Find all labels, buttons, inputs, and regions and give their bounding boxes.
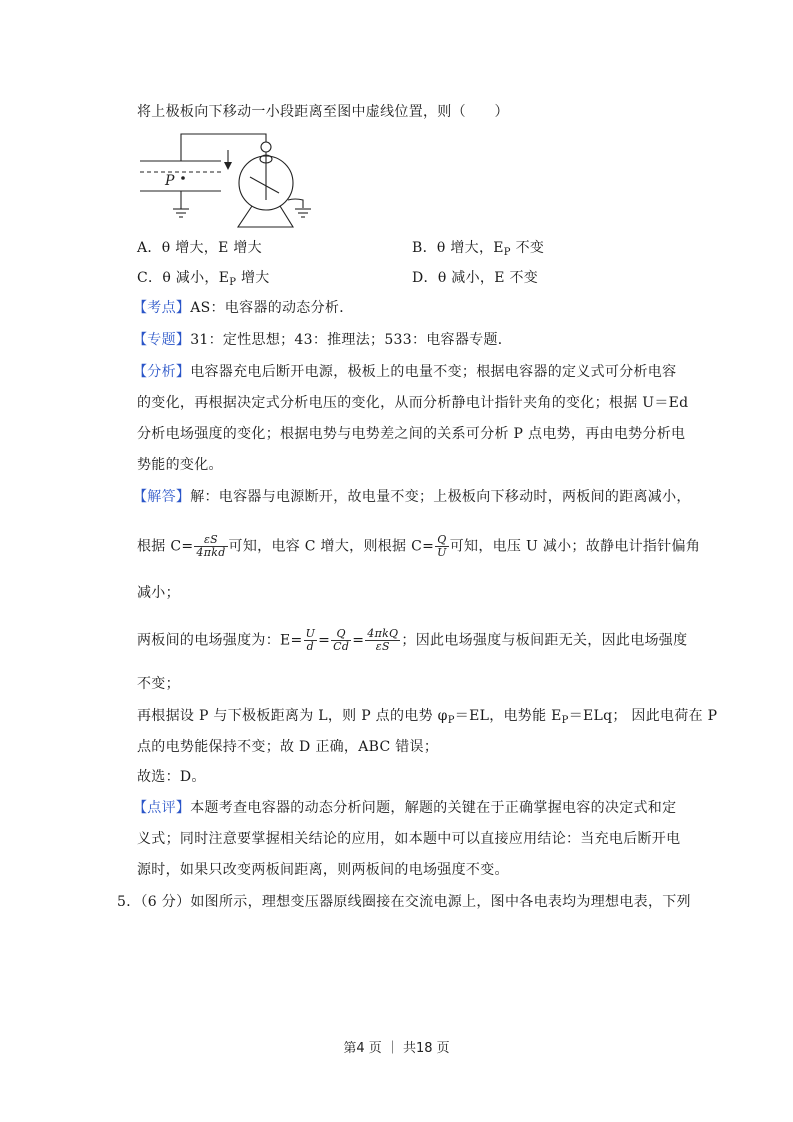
connecting-wire (181, 134, 266, 161)
kaodian-tag: 【考点】 (133, 300, 191, 316)
jieda-line-1: 【解答】解：电容器与电源断开，故电量不变；上极板向下移动时，两板间的距离减小， (133, 489, 691, 505)
dianping-line-1: 【点评】本题考查电容器的动态分析问题，解题的关键在于正确掌握电容的决定式和定 (133, 800, 677, 816)
zhuanti-tag: 【专题】 (133, 332, 191, 348)
point-p-label: P (165, 173, 175, 189)
dianping-tag: 【点评】 (133, 800, 191, 816)
capacitance-formula: $\frac{\varepsilon S}{\text{4πkd}}$ (196, 533, 226, 559)
field-strength-formula: $\frac{\text{4πkQ}}{\varepsilon S}$ (367, 627, 399, 653)
jieda-line-7: 点的电势能保持不变；故 D 正确，ABC 错误； (137, 739, 439, 755)
kaodian-section: 【考点】AS：电容器的动态分析． (133, 300, 354, 316)
fenxi-line-3: 分析电场强度的变化；根据电势与电势差之间的关系可分析 P 点电势，再由电势分析电 (137, 426, 686, 442)
fenxi-line-1: 【分析】电容器充电后断开电源，极板上的电量不变；根据电容器的定义式可分析电容 (133, 364, 677, 380)
jieda-line-6: 再根据设 P 与下极板距离为 L，则 P 点的电势 $\varphi_P=EL$，电势能 $E_P=ELq$； 因此电荷在 P (137, 708, 718, 726)
zhuanti-section: 【专题】31：定性思想；43：推理法；533：电容器专题． (133, 332, 513, 348)
question-stem: 将上极板向下移动一小段距离至图中虚线位置，则（ ） (137, 104, 509, 120)
dianping-line-2: 义式；同时注意要掌握相关结论的应用，如本题中可以直接应用结论：当充电后断开电 (137, 831, 681, 847)
capacitor-electrometer-diagram (135, 130, 325, 232)
option-c[interactable]: C．θ 减小，$E_P$ 增大 (137, 270, 270, 288)
top-knob (261, 142, 271, 152)
point-p-dot (181, 176, 185, 180)
option-b[interactable]: B．θ 增大，$E_P$ 不变 (412, 240, 545, 258)
next-question-stem: 5．（6 分）如图所示，理想变压器原线圈接在交流电源上，图中各电表均为理想电表，下列 (117, 894, 691, 910)
jieda-line-5: 不变； (137, 676, 180, 692)
jieda-line-3: 减小； (137, 585, 180, 601)
capacitance-definition: $\frac{Q}{U}$ (437, 533, 447, 559)
electrometer-needle (250, 177, 279, 193)
fenxi-line-2: 的变化，再根据决定式分析电压的变化，从而分析静电计指针夹角的变化；根据 U＝Ed (137, 395, 689, 411)
electrometer-stand (238, 206, 293, 227)
jieda-line-2: 根据 C= $\frac{\varepsilon S}{\text{4πkd}}$ 可知，电容 C 增大，则根据 C= $\frac{Q}{U}$ 可知，电压 U 减小；故静电计指针偏角 (137, 533, 701, 559)
fenxi-tag: 【分析】 (133, 364, 191, 380)
option-a[interactable]: A．θ 增大，E 增大 (137, 240, 262, 256)
fenxi-line-4: 势能的变化。 (137, 457, 223, 473)
jieda-tag: 【解答】 (133, 489, 191, 505)
option-d[interactable]: D．θ 减小，E 不变 (412, 270, 539, 286)
jieda-answer: 故选：D。 (137, 769, 206, 785)
page-footer: 第4 页 ｜ 共18 页 (343, 1041, 450, 1056)
dianping-line-3: 源时，如果只改变两板间距离，则两板间的电场强度不变。 (137, 862, 509, 878)
jieda-line-4: 两板间的电场强度为：E= $\frac{U}{d}$ = $\frac{Q}{Cd}$ = $\frac{\text{4πkQ}}{\varepsilon S}$ ；因此电场强度与板间距无关，因此电场强度 (137, 627, 688, 653)
